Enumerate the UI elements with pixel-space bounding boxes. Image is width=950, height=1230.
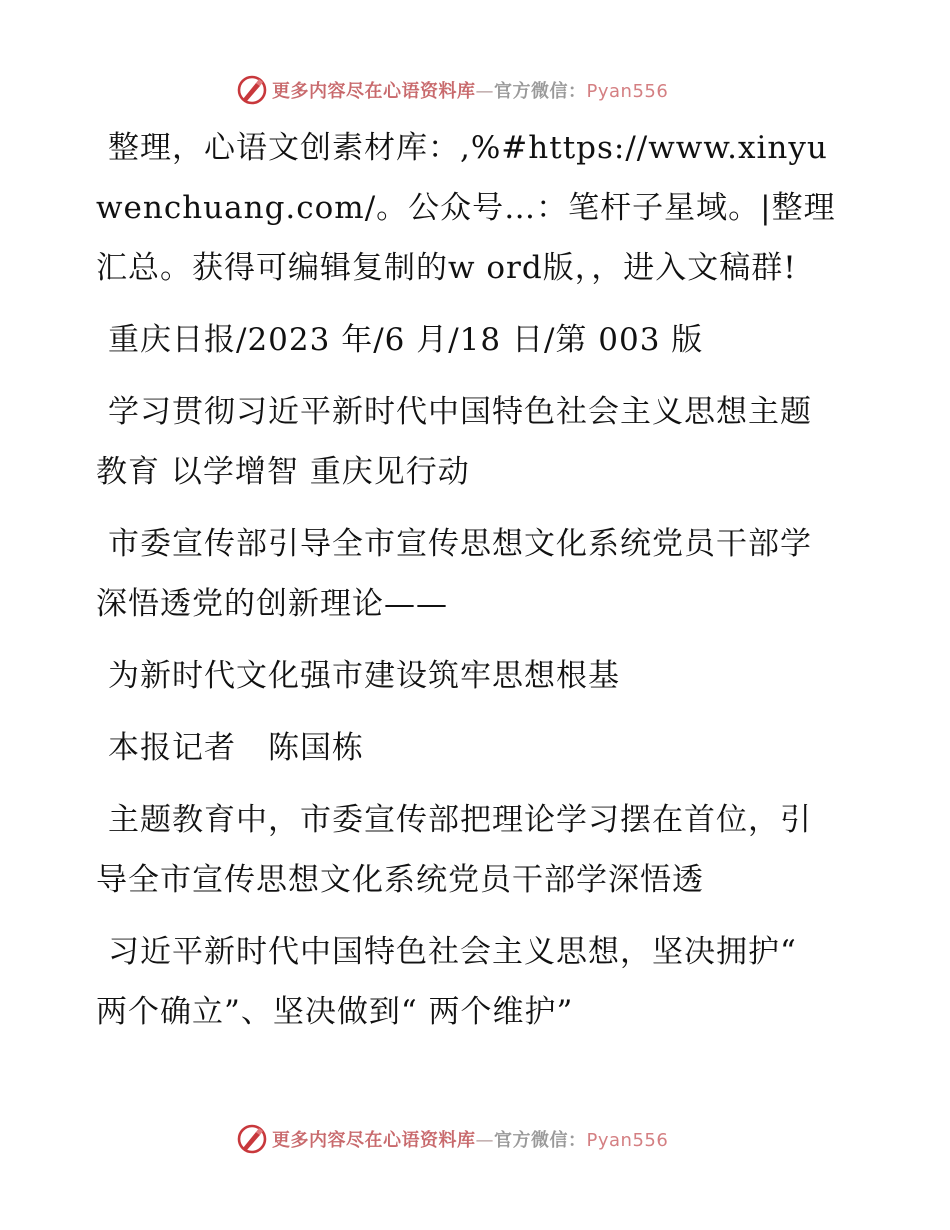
watermark-text: 更多内容尽在心语资料库—官方微信：Pyan556 bbox=[272, 1130, 669, 1151]
body-paragraph: 习近平新时代中国特色社会主义思想，坚决拥护“ 两个确立”、坚决做到“ 两个维护” bbox=[96, 934, 797, 1030]
headline-subtitle: 市委宣传部引导全市宣传思想文化系统党员干部学深悟透党的创新理论—— bbox=[96, 526, 812, 622]
pen-logo-icon bbox=[236, 1123, 268, 1155]
body-paragraph: 主题教育中，市委宣传部把理论学习摆在首位，引导全市宣传思想文化系统党员干部学深悟透 bbox=[96, 802, 812, 898]
watermark-banner-top bbox=[236, 72, 668, 108]
byline: 本报记者 陈国栋 bbox=[108, 730, 364, 766]
headline-kicker: 学习贯彻习近平新时代中国特色社会主义思想主题教育 以学增智 重庆见行动 bbox=[96, 394, 812, 490]
watermark-banner-bottom bbox=[236, 1121, 668, 1157]
watermark-text: 更多内容尽在心语资料库—官方微信：Pyan556 bbox=[272, 81, 669, 102]
publication-line: 重庆日报/2023 年/6 月/18 日/第 003 版 bbox=[108, 322, 704, 358]
pen-logo-icon bbox=[236, 74, 268, 106]
document-body bbox=[96, 118, 836, 1054]
intro-paragraph: 整理，心语文创素材库：,%#https://www.xinyuwenchuang.com/。公众号…：笔杆子星域。|整理汇总。获得可编辑复制的w ord版，，进入文稿群! bbox=[96, 130, 836, 286]
headline-title: 为新时代文化强市建设筑牢思想根基 bbox=[108, 658, 620, 694]
